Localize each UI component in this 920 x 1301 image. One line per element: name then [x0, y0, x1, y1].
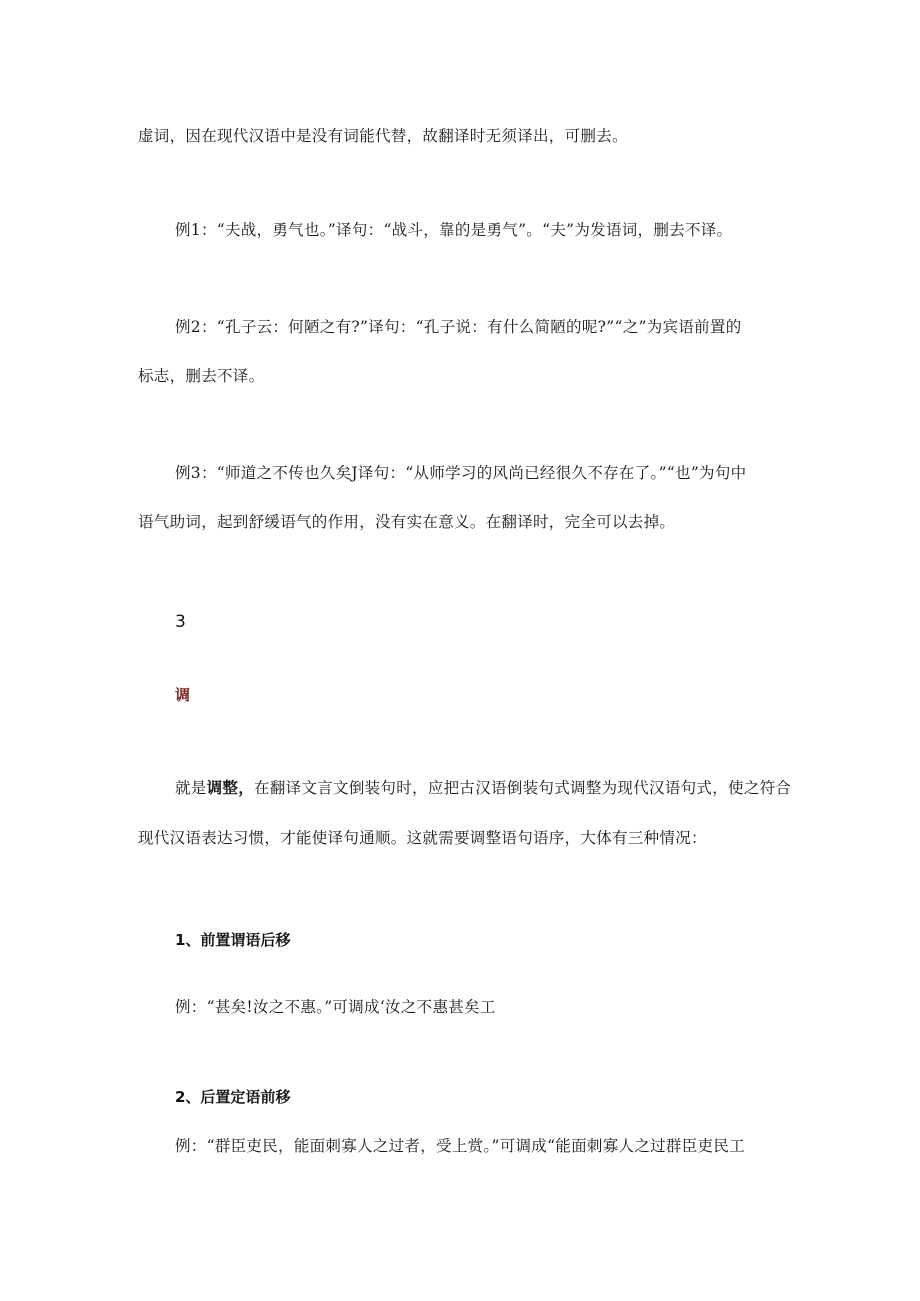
example-2-line-2: 标志，删去不译。: [138, 367, 265, 385]
explanation-line-2: 现代汉语表达习惯，才能使译句通顺。这就需要调整语句语序，大体有三种情况：: [138, 829, 707, 847]
subsection-1-example: 例：“甚矣!汝之不惠。”可调成‘汝之不惠甚矣工: [175, 998, 496, 1016]
explanation-prefix: 就是: [175, 779, 207, 797]
explanation-line-1: [175, 778, 791, 798]
subsection-1-heading: 1、前置谓语后移: [175, 931, 291, 949]
section-title: 调: [175, 686, 191, 704]
intro-line: 虚词，因在现代汉语中是没有词能代替，故翻译时无须译出，可删去。: [138, 127, 628, 145]
explanation-rest: 在翻译文言文倒装句时，应把古汉语倒装句式调整为现代汉语句式，使之符合: [254, 779, 792, 797]
example-3-line-1: 例3：“师道之不传也久矣J译句：“从师学习的风尚已经很久不存在了。”“也”为句中: [175, 464, 747, 482]
example-1-line-1: 例1：“夫战，勇气也。”译句：“战斗，靠的是勇气”。“夫”为发语词，删去不译。: [175, 221, 733, 239]
section-number: 3: [175, 612, 186, 632]
subsection-2-heading: 2、后置定语前移: [175, 1088, 291, 1106]
example-2-line-1: 例2：“孔子云：何陋之有?”译句：“孔子说：有什么简陋的呢?”“之”为宾语前置的: [175, 318, 742, 336]
example-3-line-2: 语气助词，起到舒缓语气的作用，没有实在意义。在翻译时，完全可以去掉。: [138, 513, 676, 531]
subsection-2-example: 例：“群臣吏民，能面刺寡人之过者，受上赏。”可调成“能面刺寡人之过群臣吏民工: [175, 1137, 745, 1155]
explanation-bold-term: 调整，: [206, 779, 255, 797]
